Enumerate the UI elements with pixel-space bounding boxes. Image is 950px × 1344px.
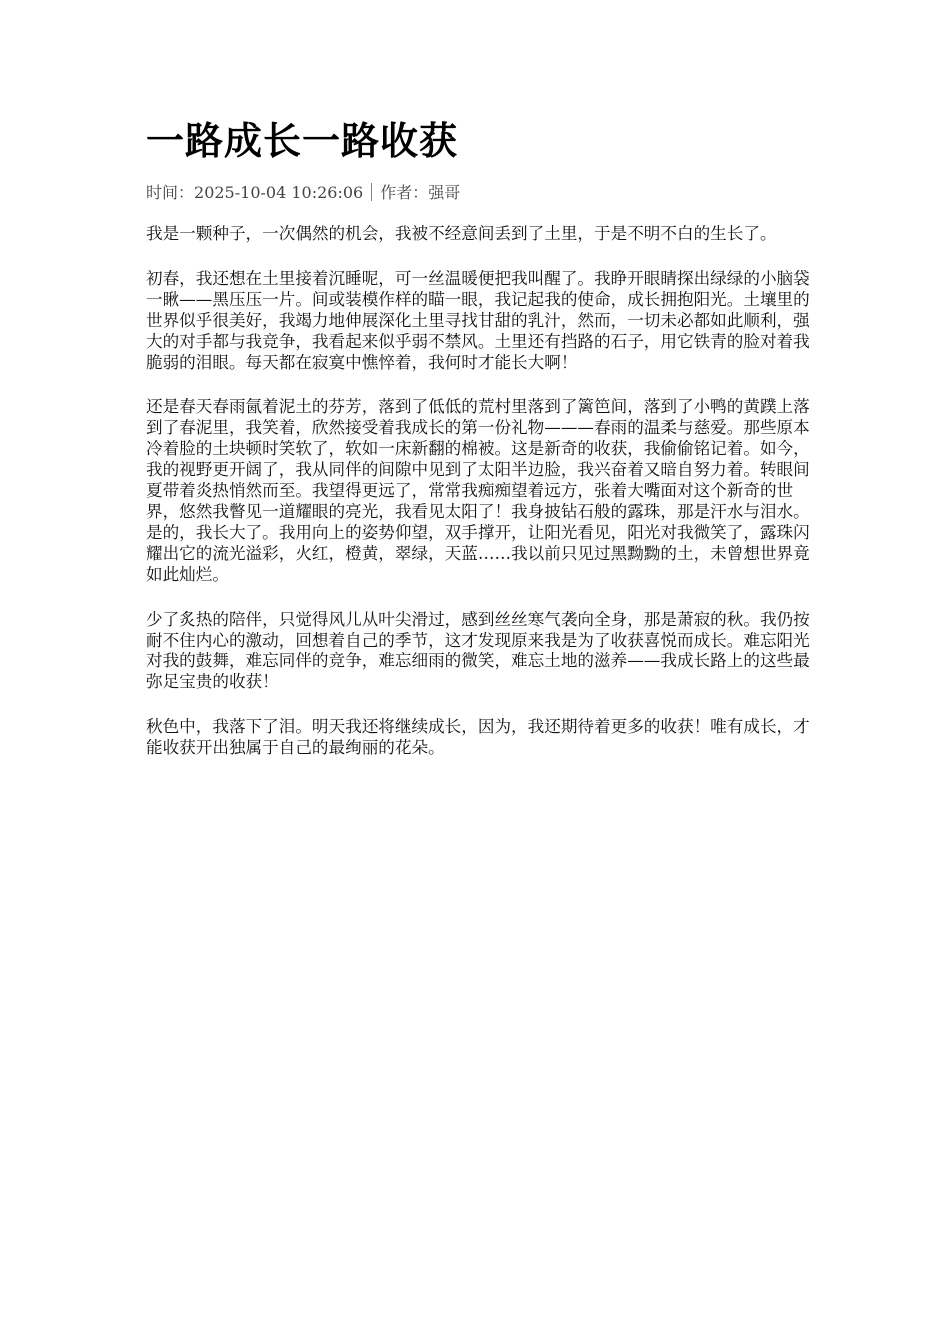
paragraph: 秋色中，我落下了泪。明天我还将继续成长，因为，我还期待着更多的收获！唯有成长，才能收获开出独属于自己的最绚丽的花朵。 — [146, 717, 810, 758]
paragraph: 我是一颗种子，一次偶然的机会，我被不经意间丢到了土里，于是不明不白的生长了。 — [146, 224, 777, 243]
paragraph: 少了炙热的陪伴，只觉得风儿从叶尖滑过，感到丝丝寒气袭向全身，那是萧寂的秋。我仍按耐不住内心的激动，回想着自己的季节，这才发现原来我是为了收获喜悦而成长。难忘阳光对我的鼓舞，难忘同伴的竞争，难忘细雨的微笑，难忘土地的滋养——我成长路上的这些最弥足宝贵的收获！ — [146, 609, 810, 692]
article-body — [146, 224, 810, 759]
time-label: 时间： — [146, 183, 195, 202]
article-title: 一路成长一路收获 — [146, 118, 459, 163]
meta-divider — [371, 183, 372, 201]
paragraph: 初春，我还想在土里接着沉睡呢，可一丝温暖便把我叫醒了。我睁开眼睛探出绿绿的小脑袋一瞅——黑压压一片。间或装模作样的瞄一眼，我记起我的使命，成长拥抱阳光。土壤里的世界似乎很美好，我竭力地伸展深化土里寻找甘甜的乳汁，然而，一切未必都如此顺利，强大的对手都与我竞争，我看起来似乎弱不禁风。土里还有挡路的石子，用它铁青的脸对着我脆弱的泪眼。每天都在寂寞中憔悴着，我何时才能长大啊！ — [146, 268, 810, 372]
article-meta — [146, 182, 810, 204]
article — [146, 118, 810, 783]
author-label: 作者： — [380, 183, 429, 202]
author-value: 强哥 — [428, 183, 461, 202]
paragraph: 还是春天春雨氤着泥土的芬芳，落到了低低的荒村里落到了篱笆间，落到了小鸭的黄蹼上落到了春泥里，我笑着，欣然接受着我成长的第一份礼物———春雨的温柔与慈爱。那些原本冷着脸的土块顿时笑软了，软如一床新翻的棉被。这是新奇的收获，我偷偷铭记着。如今，我的视野更开阔了，我从同伴的间隙中见到了太阳半边脸，我兴奋着又暗自努力着。转眼间夏带着炎热悄然而至。我望得更远了，常常我痴痴望着远方，张着大嘴面对这个新奇的世界，悠然我瞥见一道耀眼的亮光，我看见太阳了！我身披钻石般的露珠，那是汗水与泪水。是的，我长大了。我用向上的姿势仰望，双手撑开，让阳光看见，阳光对我微笑了，露珠闪耀出它的流光溢彩，火红，橙黄，翠绿，天蓝……我以前只见过黑黝黝的土，未曾想世界竟如此灿烂。 — [146, 397, 810, 584]
time-value: 2025-10-04 10:26:06 — [194, 183, 364, 202]
